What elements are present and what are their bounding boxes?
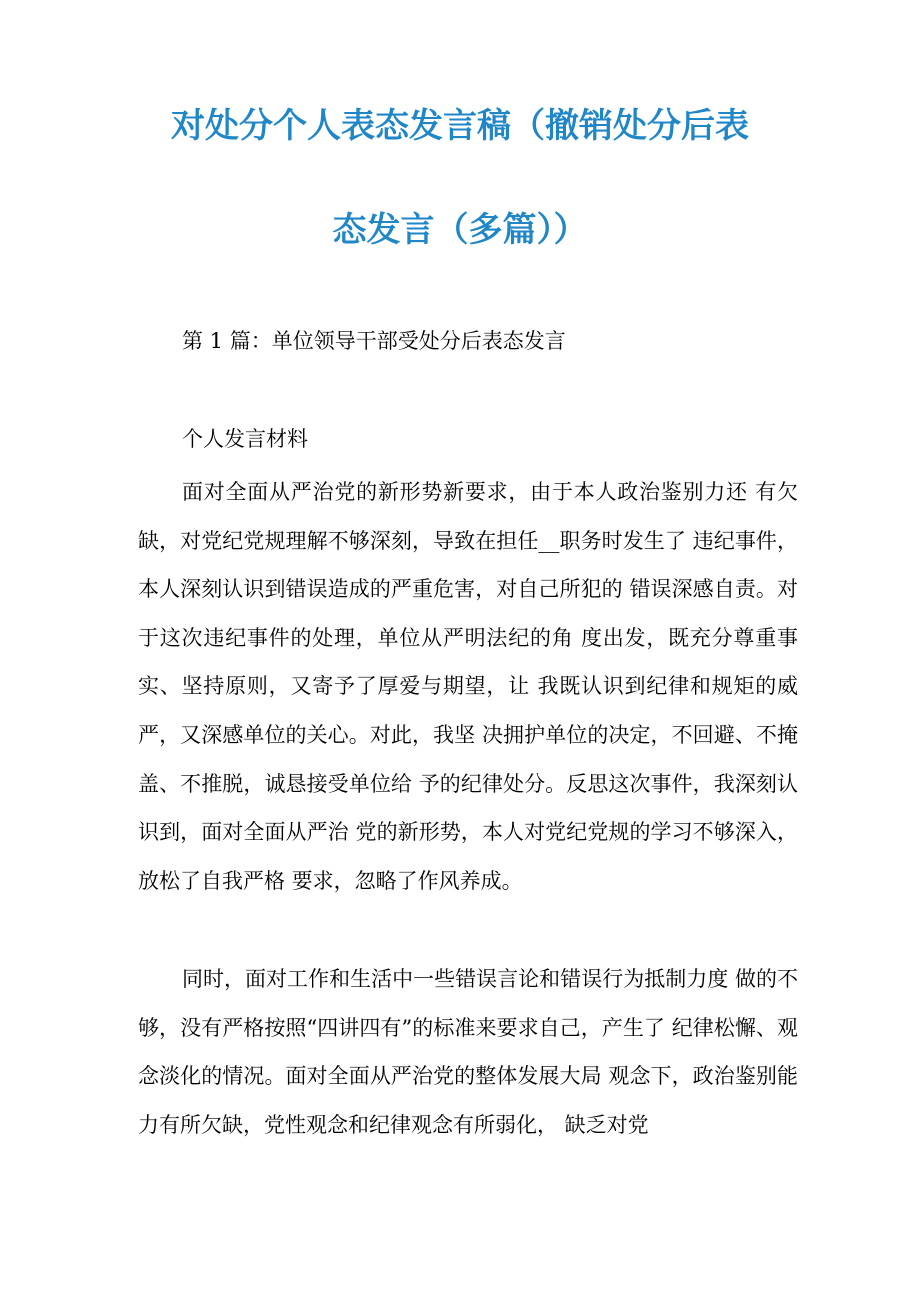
body-paragraph-1: 面对全面从严治党的新形势新要求，由于本人政治鉴别力还 有欠缺，对党纪党规理解不够深刻，导致在担任__职务时发生了 违纪事件，本人深刻认识到错误造成的严重危害，对自己所犯的 错误深感自责。对于这次违纪事件的处理，单位从严明法纪的角 度出发，既充分尊重事实、坚持原则，又寄予了厚爱与期望，让 我既认识到纪律和规矩的威严，又深感单位的关心。对此，我坚 决拥护单位的决定，不回避、不掩盖、不推脱，诚恳接受单位给 予的纪律处分。反思这次事件，我深刻认识到，面对全面从严治 党的新形势，本人对党纪党规的学习不够深入，放松了自我严格 要求，忽略了作风养成。 bbox=[138, 480, 798, 893]
section-heading: 第 1 篇：单位领导干部受处分后表态发言 bbox=[182, 329, 566, 353]
subheading: 个人发言材料 bbox=[182, 427, 308, 451]
body-paragraph-2: 同时，面对工作和生活中一些错误言论和错误行为抵制力度 做的不够，没有严格按照“四讲四有”的标准来要求自己，产生了 纪律松懈、观念淡化的情况。面对全面从严治党的整体发展大局 观念下，政治鉴别能力有所欠缺，党性观念和纪律观念有所弱化， 缺乏对党 bbox=[138, 967, 798, 1137]
document-title-line-2: 态发言（多篇）） bbox=[332, 210, 588, 250]
document-title-line-1: 对处分个人表态发言稿（撤销处分后表 bbox=[171, 106, 749, 146]
